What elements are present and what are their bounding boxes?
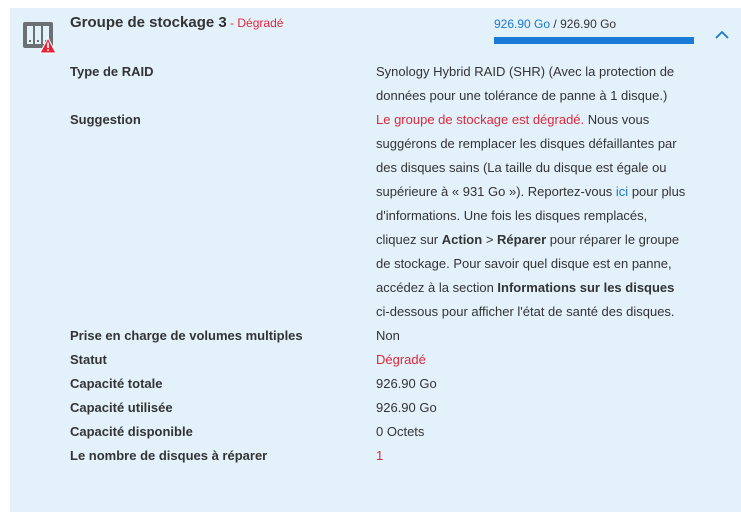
detail-value: 926.90 Go <box>376 376 437 391</box>
capacity-bar <box>494 37 694 44</box>
detail-value: Non <box>376 328 400 343</box>
detail-row-status <box>10 348 741 372</box>
pool-name: Groupe de stockage 3 <box>70 14 227 31</box>
detail-value: 926.90 Go <box>376 400 437 415</box>
detail-row-available-capacity <box>10 420 741 444</box>
detail-row-total-capacity <box>10 372 741 396</box>
pool-title <box>70 14 283 31</box>
capacity-used: 926.90 Go <box>494 17 551 31</box>
capacity-total: 926.90 Go <box>560 17 617 31</box>
pool-status-separator: - <box>226 16 238 30</box>
pool-status-badge: Dégradé <box>237 16 284 30</box>
degraded-warning-text: Le groupe de stockage est dégradé. <box>376 112 585 127</box>
detail-row-raid-type <box>10 60 741 108</box>
suggestion-text-part: ci-dessous pour afficher l'état de santé des disques. <box>376 304 675 319</box>
disks-to-repair-value: 1 <box>376 448 384 463</box>
detail-label: Capacité disponible <box>70 424 193 439</box>
disk-info-section-ref: Informations sur les disques <box>497 280 675 295</box>
detail-row-disks-to-repair <box>10 444 741 468</box>
detail-label: Le nombre de disques à réparer <box>70 448 268 463</box>
capacity-bar-fill <box>494 37 694 44</box>
suggestion-text <box>376 108 686 324</box>
pool-details <box>10 60 741 468</box>
detail-label: Type de RAID <box>70 64 154 79</box>
status-value: Dégradé <box>376 352 426 367</box>
detail-label: Capacité totale <box>70 376 163 391</box>
detail-label: Statut <box>70 352 107 367</box>
storage-pool-warning-icon <box>22 20 56 54</box>
suggestion-text-part: > <box>482 232 498 247</box>
repair-ref: Réparer <box>497 232 547 247</box>
detail-label: Capacité utilisée <box>70 400 173 415</box>
capacity-separator: / <box>550 17 561 31</box>
action-menu-ref: Action <box>441 232 483 247</box>
capacity-readout <box>494 17 616 31</box>
detail-value: Synology Hybrid RAID (SHR) (Avec la protection de données pour une tolérance de panne à 1 disque.) <box>376 64 675 103</box>
suggestion-text-part: pour réparer le groupe de stockage. Pour savoir quel disque est en panne, accédez à la section <box>376 232 680 295</box>
help-link[interactable]: ici <box>615 184 629 199</box>
chevron-up-icon[interactable] <box>713 28 731 42</box>
suggestion-text-part: Nous vous suggérons de remplacer les disques défaillantes par des disques sains (La taille du disque est égale ou supérieure à « 931 Go »). Reportez-vous <box>376 112 677 199</box>
detail-row-used-capacity <box>10 396 741 420</box>
suggestion-text-part: pour plus d'informations. Une fois les disques remplacés, cliquez sur <box>376 184 686 247</box>
detail-row-suggestion <box>10 108 741 324</box>
detail-value: 0 Octets <box>376 424 425 439</box>
detail-label: Prise en charge de volumes multiples <box>70 328 303 343</box>
detail-row-multi-volume <box>10 324 741 348</box>
detail-label: Suggestion <box>70 112 141 127</box>
storage-pool-panel <box>10 8 741 512</box>
